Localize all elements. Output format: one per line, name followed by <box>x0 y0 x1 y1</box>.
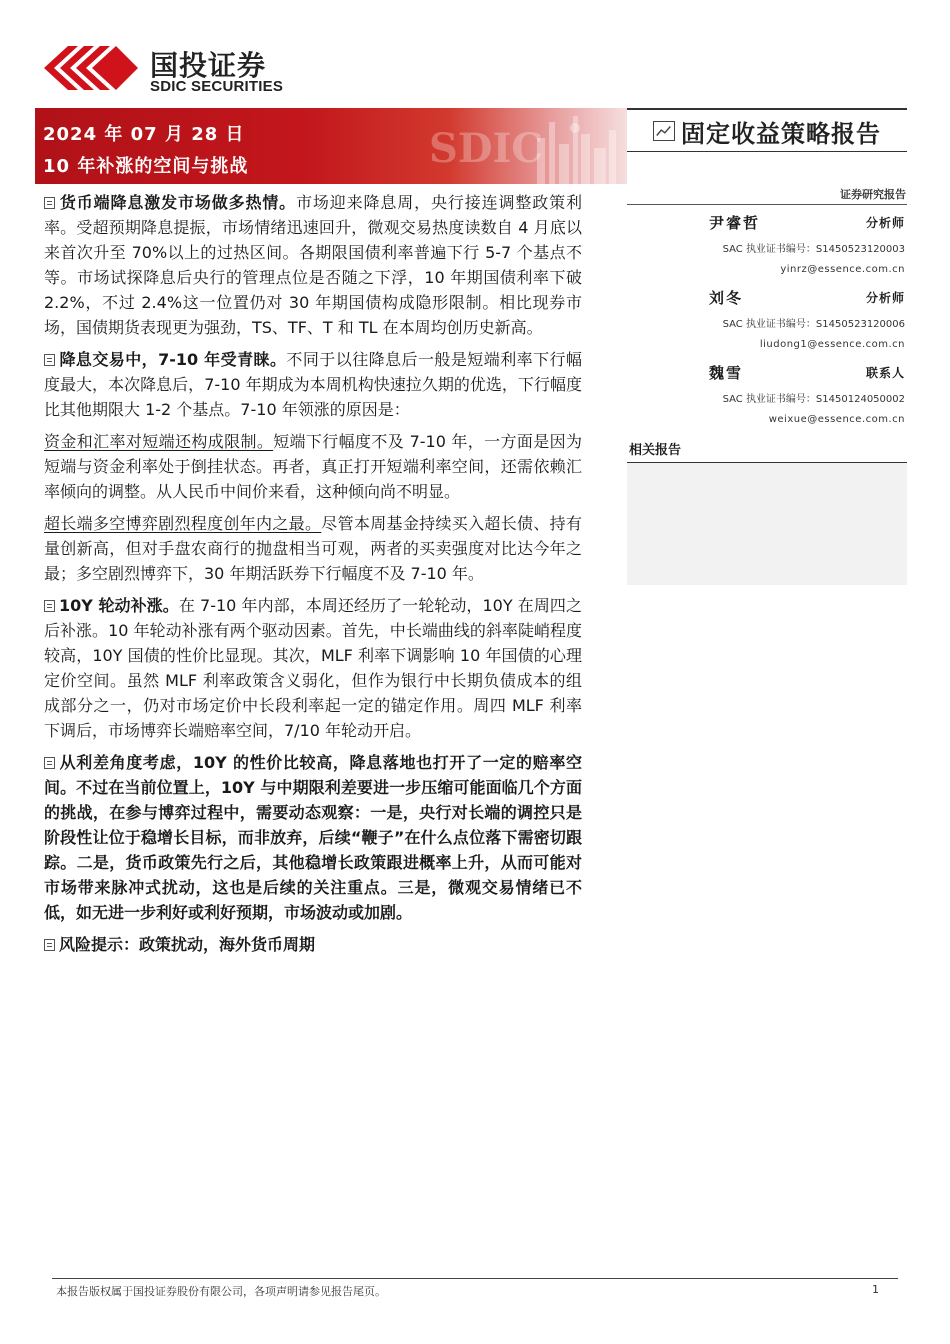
analyst-role: 分析师 <box>865 291 905 305</box>
paragraph-monetary <box>44 190 582 340</box>
report-type-label: 固定收益策略报告 <box>681 119 881 148</box>
paragraph-lead: 货币端降息激发市场做多热情。 <box>59 193 297 212</box>
paragraph-text: 从利差角度考虑，10Y 的性价比较高，降息落地也打开了一定的赔率空间。不过在当前位置上，10Y 与中期限利差要进一步压缩可能面临几个方面的挑战，在参与博弈过程中，需要动态观察：一是，央行对长端的调控只是阶段性让位于稳增长目标，而非放弃，后续“鞭子”在什么点位落下需密切跟踪。二是，货币政策先行之后，其他稳增长政策跟进概率上升，从而可能对市场带来脉冲式扰动，这也是后续的关注重点。三是，微观交易情绪已不低，如无进一步利好或利好预期，市场波动或加剧。 <box>44 753 582 922</box>
footer-disclaimer: 本报告版权属于国投证券股份有限公司，各项声明请参见报告尾页。 <box>56 1285 386 1298</box>
paragraph-text: 不同于以往降息后一般是短端利率下行幅度最大，本次降息后，7-10 年期成为本周机构快速拉久期的优选，下行幅度比其他期限大 1-2 个基点。7-10 年领涨的原因是： <box>44 350 582 419</box>
paragraph-underlined-lead: 超长端多空博弈剧烈程度创年内之最。 <box>44 514 322 533</box>
logo-name-en: SDIC SECURITIES <box>150 78 284 95</box>
related-reports-title: 相关报告 <box>627 437 907 463</box>
analyst-cert: SAC 执业证书编号：S1450523120006 <box>722 319 905 330</box>
company-logo <box>42 42 312 94</box>
paragraph-text: 短端下行幅度不及 7-10 年，一方面是因为短端与资金利率处于倒挂状态。再者，真正打开短端利率空间，还需依赖汇率倾向的调整。从人民币中间价来看，这种倾向尚不明显。 <box>44 432 582 501</box>
footer-divider <box>52 1278 898 1279</box>
report-category: 证券研究报告 <box>840 188 906 201</box>
paragraph-ultra-long <box>44 511 582 586</box>
report-body <box>44 190 582 964</box>
paragraph-short-end <box>44 429 582 504</box>
related-reports-box <box>627 463 907 585</box>
sdic-logo-icon <box>42 44 142 92</box>
analyst-name: 刘冬 <box>709 289 744 307</box>
analyst-card <box>627 287 907 362</box>
page-number: 1 <box>872 1283 879 1296</box>
divider <box>627 204 907 205</box>
analyst-email: liudong1@essence.com.cn <box>759 339 905 350</box>
paragraph-lead: 10Y 轮动补涨。 <box>59 596 179 615</box>
analyst-email: yinrz@essence.com.cn <box>780 264 905 275</box>
report-title: 10 年补涨的空间与挑战 <box>43 156 249 177</box>
risk-warning: 风险提示：政策扰动，海外货币周期 <box>59 935 316 954</box>
paragraph-text: 尽管本周基金持续买入超长债、持有量创新高，但对手盘农商行的抛盘相当可观，两者的买卖强度对比达今年之最；多空剧烈博弈下，30 年期活跃券下行幅度不及 7-10 年。 <box>44 514 582 583</box>
analyst-role: 联系人 <box>865 366 905 380</box>
analyst-role: 分析师 <box>865 216 905 230</box>
banner-watermark: SDIC <box>429 125 544 172</box>
analyst-card <box>627 362 907 437</box>
line-chart-icon <box>653 121 675 141</box>
city-skyline-graphic <box>387 108 627 184</box>
report-type-header <box>627 108 907 152</box>
paragraph-rate-cut <box>44 347 582 422</box>
analyst-card <box>627 212 907 287</box>
paragraph-underlined-lead: 资金和汇率对短端还构成限制。 <box>44 432 274 451</box>
paragraph-10y-rotation <box>44 593 582 743</box>
paragraph-risk <box>44 932 582 957</box>
paragraph-spread-view <box>44 750 582 925</box>
analyst-cert: SAC 执业证书编号：S1450124050002 <box>722 394 905 405</box>
bullet-icon <box>44 354 55 366</box>
title-banner <box>35 108 627 184</box>
paragraph-text: 在 7-10 年内部，本周还经历了一轮轮动，10Y 在周四之后补涨。10 年轮动补涨有两个驱动因素。首先，中长端曲线的斜率陡峭程度较高，10Y 国债的性价比显现。其次，MLF 利率下调影响 10 年国债的心理定价空间。虽然 MLF 利率政策含义弱化，但作为银行中长期负债成本的组成部分之一，仍对市场定价中长段利率起一定的锚定作用。周四 MLF 利率下调后，市场博弈长端赔率空间，7/10 年轮动开启。 <box>44 596 582 740</box>
bullet-icon <box>44 939 55 951</box>
logo-name-cn: 国投证券 <box>150 49 267 82</box>
analyst-name: 魏雪 <box>709 364 744 382</box>
analyst-cert: SAC 执业证书编号：S1450523120003 <box>722 244 905 255</box>
analyst-name: 尹睿哲 <box>709 214 761 232</box>
analyst-email: weixue@essence.com.cn <box>768 414 905 425</box>
paragraph-text: 市场迎来降息周，央行接连调整政策利率。受超预期降息提振，市场情绪迅速回升，微观交易热度读数自 4 月底以来首次升至 70%以上的过热区间。各期限国债利率普遍下行 5-7 个基点不等。市场试探降息后央行的管理点位是否随之下浮，10 年期国债利率下破 2.2%，不过 2.4%这一位置仍对 30 年期国债构成隐形限制。相比现券市场，国债期货表现更为强劲，TS、TF、T 和 TL 在本周均创历史新高。 <box>44 193 582 337</box>
bullet-icon <box>44 600 55 612</box>
paragraph-lead: 降息交易中，7-10 年受青睐。 <box>59 350 287 369</box>
bullet-icon <box>44 757 55 769</box>
report-date: 2024 年 07 月 28 日 <box>43 124 245 145</box>
bullet-icon <box>44 197 55 209</box>
